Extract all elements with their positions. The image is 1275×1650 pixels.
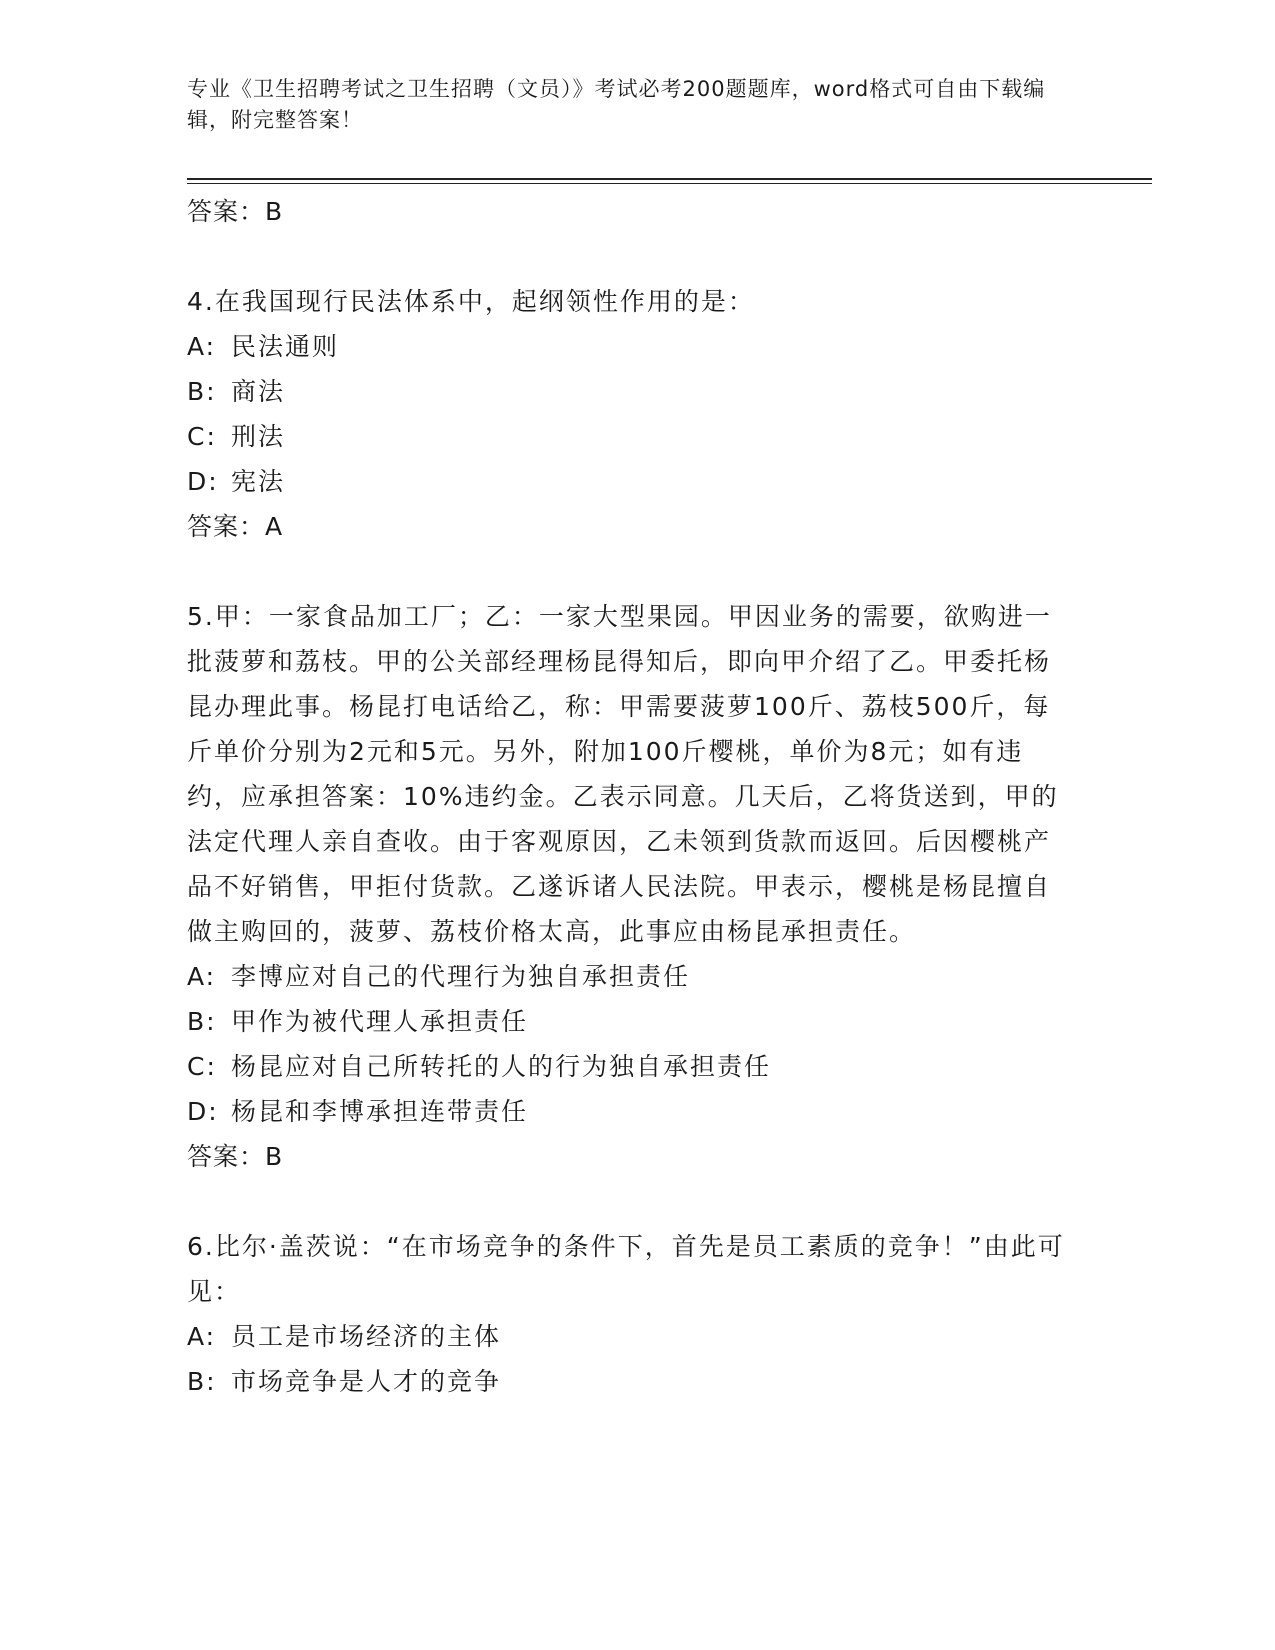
option-text: 李博应对自己的代理行为独自承担责任 [231, 962, 691, 991]
option-text: 杨昆应对自己所转托的人的行为独自承担责任 [231, 1052, 772, 1081]
option-letter: C: [187, 1052, 217, 1081]
header-divider-thick [187, 178, 1152, 180]
option-letter: D: [187, 467, 219, 496]
previous-answer: 答案：B [187, 197, 284, 226]
option-text: 宪法 [231, 467, 286, 496]
option-letter: B: [187, 377, 217, 406]
option-a [187, 324, 1087, 369]
option-letter: A: [187, 1322, 217, 1351]
question-list [187, 189, 1087, 1404]
option-c [187, 1044, 1087, 1089]
option-a [187, 1314, 1087, 1359]
option-b [187, 369, 1087, 414]
option-text: 甲作为被代理人承担责任 [231, 1007, 529, 1036]
option-text: 刑法 [231, 422, 286, 451]
option-text: 市场竞争是人才的竞争 [231, 1367, 502, 1396]
option-d [187, 1089, 1087, 1134]
option-letter: A: [187, 962, 217, 991]
question-6 [187, 1224, 1087, 1404]
option-letter: B: [187, 1367, 217, 1396]
option-b [187, 999, 1087, 1044]
option-d [187, 459, 1087, 504]
option-letter: D: [187, 1097, 219, 1126]
option-letter: A: [187, 332, 217, 361]
question-5 [187, 594, 1087, 1179]
page-header: 专业《卫生招聘考试之卫生招聘（文员）》考试必考200题题库，word格式可自由下载编辑，附完整答案！ [187, 77, 1046, 132]
option-text: 员工是市场经济的主体 [231, 1322, 502, 1351]
option-text: 商法 [231, 377, 286, 406]
question-stem: 6.比尔·盖茨说：“在市场竞争的条件下，首先是员工素质的竞争！”由此可见： [187, 1232, 1065, 1306]
question-4 [187, 279, 1087, 549]
header-divider-thin [187, 183, 1152, 184]
option-c [187, 414, 1087, 459]
option-b [187, 1359, 1087, 1404]
question-stem: 5.甲：一家食品加工厂；乙：一家大型果园。甲因业务的需要，欲购进一批菠萝和荔枝。甲的公关部经理杨昆得知后，即向甲介绍了乙。甲委托杨昆办理此事。杨昆打电话给乙，称：甲需要菠萝100斤、荔枝500斤，每斤单价分别为2元和5元。另外，附加100斤樱桃，单价为8元；如有违约，应承担答案：10%违约金。乙表示同意。几天后，乙将货送到，甲的法定代理人亲自查收。由于客观原因，乙未领到货款而返回。后因樱桃产品不好销售，甲拒付货款。乙遂诉诸人民法院。甲表示，樱桃是杨昆擅自做主购回的，菠萝、荔枝价格太高，此事应由杨昆承担责任。 [187, 602, 1059, 946]
option-letter: C: [187, 422, 217, 451]
option-a [187, 954, 1087, 999]
option-letter: B: [187, 1007, 217, 1036]
spacer [187, 1179, 1087, 1224]
option-text: 民法通则 [231, 332, 340, 361]
spacer [187, 234, 1087, 279]
spacer [187, 549, 1087, 594]
question-answer: 答案：B [187, 1142, 284, 1171]
question-answer: 答案：A [187, 512, 284, 541]
question-stem: 4.在我国现行民法体系中，起纲领性作用的是： [187, 287, 755, 316]
option-text: 杨昆和李博承担连带责任 [231, 1097, 529, 1126]
